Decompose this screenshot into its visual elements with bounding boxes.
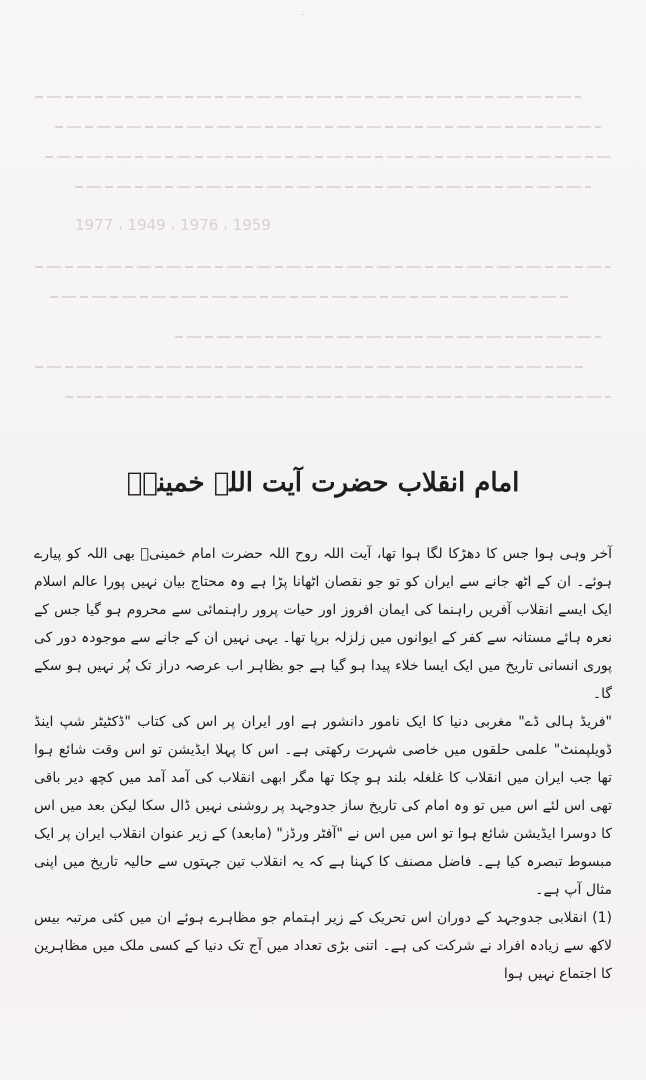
- bleed-line: [35, 266, 611, 268]
- paragraph: آخر وہی ہوا جس کا دھڑکا لگا ہوا تھا، آیت اللہ روح اللہ حضرت امام خمینیؒ بھی اللہ کو پیارے ہوئے۔ ان کے اٹھ جانے سے ایران کو تو جو نقصان اٹھانا پڑا ہے وہ محتاج بیان نہیں پورا عالم اسلام ایک ایسے انقلاب آفریں راہنما کی ایمان افروز اور حیات پرور راہنمائی سے محروم ہو گیا جس کے نعرہ ہائے مستانہ سے کفر کے ایوانوں میں زلزلہ برپا تھا۔ یہی نہیں ان کے جانے سے موجودہ دور کی پوری انسانی تاریخ میں ایک ایسا خلاء پیدا ہو گیا ہے جو بظاہر اب عرصہ دراز تک پُر نہیں ہو سکے گا۔: [34, 546, 612, 702]
- bleed-line: [35, 96, 581, 98]
- bleed-line: [50, 296, 571, 298]
- article-title: امام انقلاب حضرت آیت اللہ خمینیؒ: [126, 468, 520, 498]
- bleed-years: 1977 ، 1949 ، 1976 ، 1959: [75, 216, 271, 234]
- bleed-line: [175, 336, 601, 338]
- bleed-line: [55, 126, 601, 128]
- bleed-through-text: [35, 80, 611, 410]
- article-body: [34, 540, 612, 988]
- paragraph: (1) انقلابی جدوجہد کے دوران اس تحریک کے زیر اہتمام جو مظاہرے ہوئے ان میں کئی مرتبہ بیس لاکھ سے زیادہ افراد نے شرکت کی ہے۔ اتنی بڑی تعداد میں آج تک دنیا کے کسی ملک میں مظاہرین کا اجتماع نہیں ہوا: [34, 910, 612, 982]
- bleed-line: [75, 186, 591, 188]
- bleed-line: [45, 156, 611, 158]
- bleed-line: [35, 366, 586, 368]
- bleed-line: [65, 396, 611, 398]
- page-mark: ۔: [300, 8, 306, 18]
- paragraph: "فریڈ ہالی ڈے" مغربی دنیا کا ایک نامور دانشور ہے اور ایران پر اس کی کتاب "ڈکٹیٹر شپ اینڈ ڈویلپمنٹ" علمی حلقوں میں خاصی شہرت رکھتی ہے۔ اس کا پہلا ایڈیشن تو اس وقت شائع ہوا تھا جب ایران میں انقلاب کا غلغلہ بلند ہو چکا تھا مگر ابھی انقلاب کی آمد آمد میں کچھ دیر باقی تھی اس لئے اس میں تو وہ امام کی تاریخ ساز جدوجہد پر روشنی نہیں ڈال سکا لیکن بعد میں اس کا دوسرا ایڈیشن شائع ہوا تو اس میں اس نے "آفٹر ورڈز" (مابعد) کے زیر عنوان انقلاب ایران پر ایک مبسوط تبصرہ کیا ہے۔ فاضل مصنف کا کہنا ہے کہ یہ انقلاب تین جہتوں سے حالیہ تاریخ میں اپنی مثال آپ ہے۔: [34, 714, 612, 898]
